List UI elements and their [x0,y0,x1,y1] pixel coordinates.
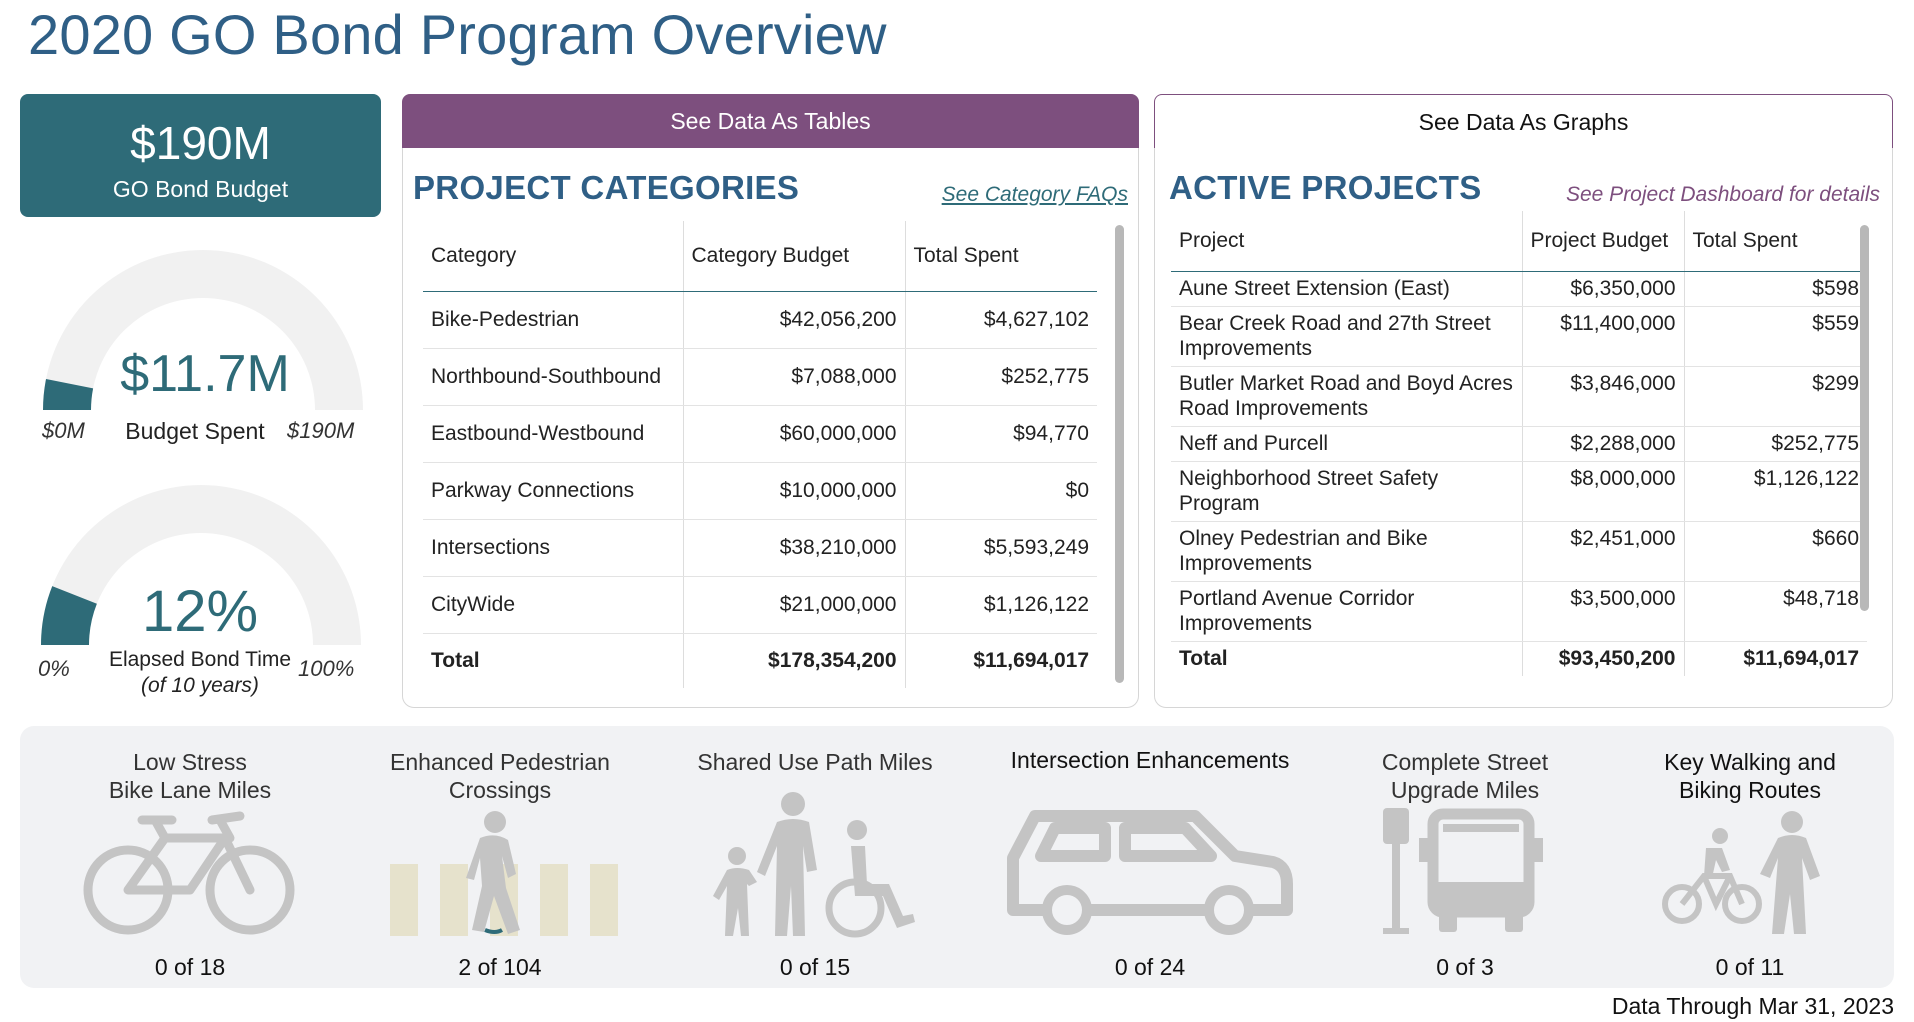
metric-count: 0 of 11 [1715,954,1785,980]
table-row [423,405,1097,462]
budget-card [20,94,381,217]
metric-title-line2: Upgrade Miles [1390,777,1540,803]
table-header-row [423,221,1097,291]
project-budget: $3,500,000 [1522,581,1684,641]
project-name: Neff and Purcell [1171,426,1522,461]
category-spent: $252,775 [905,348,1097,405]
table-row [1171,521,1867,581]
metric-count: 0 of 3 [1436,954,1494,980]
budget-spent-max: $190M [287,418,355,443]
table-total-row [1171,641,1867,676]
metric-title-line1: Key Walking and [1664,749,1836,775]
category-budget: $60,000,000 [683,405,905,462]
project-spent: $299 [1684,366,1867,426]
shared-path-icon [660,790,970,930]
category-name: Intersections [423,519,683,576]
category-name: Bike-Pedestrian [423,291,683,348]
table-row [1171,461,1867,521]
metric-title-line1: Enhanced Pedestrian [390,749,610,775]
metric-title [1335,748,1595,804]
col-header-budget: Category Budget [683,221,905,291]
col-header-spent: Total Spent [905,221,1097,291]
project-name: Olney Pedestrian and Bike Improvements [1171,521,1522,581]
metric-title-line2: Crossings [448,777,552,803]
category-budget: $21,000,000 [683,576,905,633]
crosswalk-icon [345,808,655,948]
bicycle-icon [40,808,340,948]
total-spent: $11,694,017 [1684,641,1867,676]
metric-title-line1: Complete Street [1381,749,1549,775]
metric-title [345,748,655,804]
metric-title-line1: Low Stress [133,749,247,775]
category-spent: $0 [905,462,1097,519]
category-faqs-link[interactable]: See Category FAQs [941,183,1128,206]
category-budget: $38,210,000 [683,519,905,576]
metric-ped-crossings [345,726,655,988]
table-row [423,576,1097,633]
see-graphs-button[interactable]: See Data As Graphs [1154,94,1893,148]
metric-title [995,746,1305,774]
project-budget: $8,000,000 [1522,461,1684,521]
project-budget: $2,288,000 [1522,426,1684,461]
table-row [1171,306,1867,366]
metrics-strip [20,726,1894,988]
project-dashboard-link[interactable]: See Project Dashboard for details [1565,183,1880,206]
metric-count: 0 of 24 [1114,954,1186,980]
metric-walk-bike-routes [1620,726,1880,988]
category-budget: $10,000,000 [683,462,905,519]
metric-title [660,748,970,776]
col-header-budget: Project Budget [1522,211,1684,271]
metric-complete-street [1335,726,1595,988]
budget-spent-min: $0M [42,418,85,443]
project-spent: $559 [1684,306,1867,366]
metric-bike-lanes [40,726,340,988]
project-spent: $48,718 [1684,581,1867,641]
table-row [1171,581,1867,641]
elapsed-time-value: 12% [141,579,259,644]
walk-bike-icon [1620,808,1880,948]
page-title: 2020 GO Bond Program Overview [28,3,887,66]
projects-table [1171,211,1867,676]
categories-scrollbar[interactable] [1115,225,1124,683]
category-name: Northbound-Southbound [423,348,683,405]
category-name: CityWide [423,576,683,633]
col-header-category: Category [423,221,683,291]
metric-intersections [995,726,1305,988]
total-budget: $93,450,200 [1522,641,1684,676]
category-spent: $5,593,249 [905,519,1097,576]
project-name: Portland Avenue Corridor Improvements [1171,581,1522,641]
elapsed-time-label: Elapsed Bond Time [108,648,292,671]
projects-panel [1154,94,1893,708]
categories-title: PROJECT CATEGORIES [413,169,800,206]
table-total-row [423,633,1097,688]
category-budget: $7,088,000 [683,348,905,405]
metric-title-line1: Intersection Enhancements [1010,747,1290,773]
category-spent: $94,770 [905,405,1097,462]
col-header-project: Project [1171,211,1522,271]
project-name: Butler Market Road and Boyd Acres Road Improvements [1171,366,1522,426]
projects-title: ACTIVE PROJECTS [1169,169,1482,206]
budget-spent-label: Budget Spent [125,418,265,444]
category-name: Eastbound-Westbound [423,405,683,462]
project-name: Bear Creek Road and 27th Street Improvements [1171,306,1522,366]
total-label: Total [1171,641,1522,676]
elapsed-time-min: 0% [38,656,70,681]
metric-title-line2: Bike Lane Miles [108,777,272,803]
col-header-spent: Total Spent [1684,211,1867,271]
car-icon [995,806,1305,946]
metric-title [1620,748,1880,804]
project-spent: $1,126,122 [1684,461,1867,521]
bus-icon [1335,808,1595,948]
elapsed-time-sublabel: (of 10 years) [141,674,259,697]
metric-title-line2: Biking Routes [1679,777,1821,803]
table-row [1171,426,1867,461]
projects-scrollbar[interactable] [1860,225,1869,611]
project-spent: $598 [1684,271,1867,306]
project-budget: $2,451,000 [1522,521,1684,581]
table-row [423,462,1097,519]
project-name: Aune Street Extension (East) [1171,271,1522,306]
metric-count: 2 of 104 [458,954,542,980]
project-budget: $11,400,000 [1522,306,1684,366]
project-spent: $660 [1684,521,1867,581]
category-spent: $4,627,102 [905,291,1097,348]
category-budget: $42,056,200 [683,291,905,348]
see-tables-button[interactable]: See Data As Tables [402,94,1139,148]
project-spent: $252,775 [1684,426,1867,461]
metric-count: 0 of 18 [154,954,226,980]
metric-title [40,748,340,804]
total-label: Total [423,633,683,688]
metric-count: 0 of 15 [779,954,851,980]
metric-shared-path [660,726,970,988]
table-row [1171,271,1867,306]
table-header-row [1171,211,1867,271]
total-budget: $178,354,200 [683,633,905,688]
data-through-date: Data Through Mar 31, 2023 [1611,993,1894,1019]
categories-panel [402,94,1139,708]
budget-spent-value: $11.7M [120,345,290,403]
project-budget: $3,846,000 [1522,366,1684,426]
table-row [1171,366,1867,426]
table-row [423,519,1097,576]
budget-label: GO Bond Budget [112,176,289,202]
project-budget: $6,350,000 [1522,271,1684,306]
project-name: Neighborhood Street Safety Program [1171,461,1522,521]
category-name: Parkway Connections [423,462,683,519]
categories-table [423,221,1097,688]
budget-amount: $190M [130,117,271,169]
table-row [423,291,1097,348]
metric-title-line1: Shared Use Path Miles [697,749,933,775]
total-spent: $11,694,017 [905,633,1097,688]
table-row [423,348,1097,405]
elapsed-time-max: 100% [298,656,355,681]
category-spent: $1,126,122 [905,576,1097,633]
